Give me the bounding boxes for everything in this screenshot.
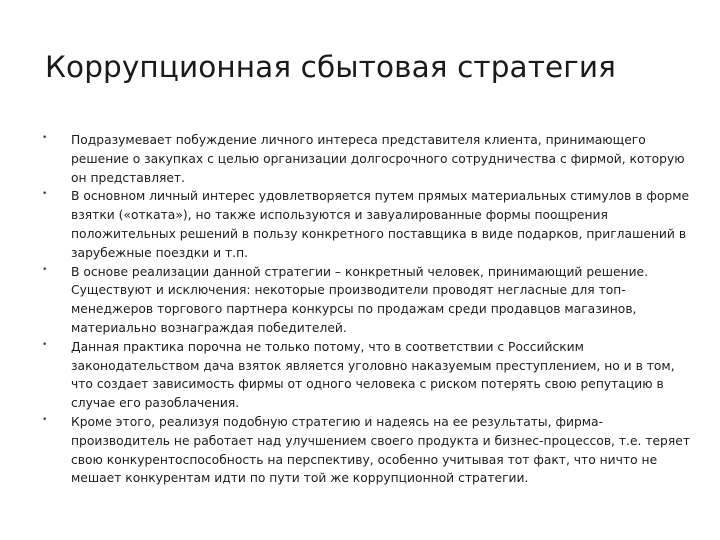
bullet-dot-icon: • bbox=[42, 133, 48, 143]
bullet-dot-icon: • bbox=[42, 189, 48, 200]
bullet-item bbox=[0, 187, 720, 262]
bullet-text: Данная практика порочна не только потому, что в соответствии с Российским законодательством дача взяток является уголовно наказуемым преступлением, но и в том, что создает зависимость фирмы от одного человека с риском потерять свою репутацию в случае его разоблачения. bbox=[71, 339, 675, 411]
bullet-dot-icon: • bbox=[42, 339, 48, 350]
bullet-dot-icon: • bbox=[42, 264, 48, 275]
bullet-text: В основе реализации данной стратегии – конкретный человек, принимающий решение. Существуют и исключения: некоторые производители проводят негласные для топ-менеджеров торгового партнера конкурсы по продажам среди продавцов магазинов, материально вознаграждая победителей. bbox=[71, 264, 649, 335]
bullet-item bbox=[0, 263, 720, 338]
bullet-item bbox=[0, 131, 720, 187]
slide-title: Коррупционная сбытовая стратегия bbox=[45, 50, 616, 84]
bullet-text: Кроме этого, реализуя подобную стратегию и надеясь на ее результаты, фирма-производитель не работает над улучшением своего продукта и бизнес-процессов, т.е. теряет свою конкурентоспособность на перспективу, особенно учитывая тот факт, что ничто не мешает конкурентам идти по пути той же коррупционной стратегии. bbox=[71, 414, 690, 486]
bullet-item bbox=[0, 413, 720, 488]
bullet-dot-icon: • bbox=[42, 414, 48, 425]
bullet-text: В основном личный интерес удовлетворяется путем прямых материальных стимулов в форме взятки («отката»), но также используются и завуалированные формы поощрения положительных решений в пользу конкретного поставщика в виде подарков, приглашений в зарубежные поездки и т.п. bbox=[71, 189, 690, 260]
bullet-list bbox=[0, 131, 720, 488]
bullet-text: Подразумевает побуждение личного интереса представителя клиента, принимающего решение о закупках с целью организации долгосрочного сотрудничества с фирмой, которую он представляет. bbox=[71, 133, 685, 185]
bullet-item bbox=[0, 338, 720, 413]
